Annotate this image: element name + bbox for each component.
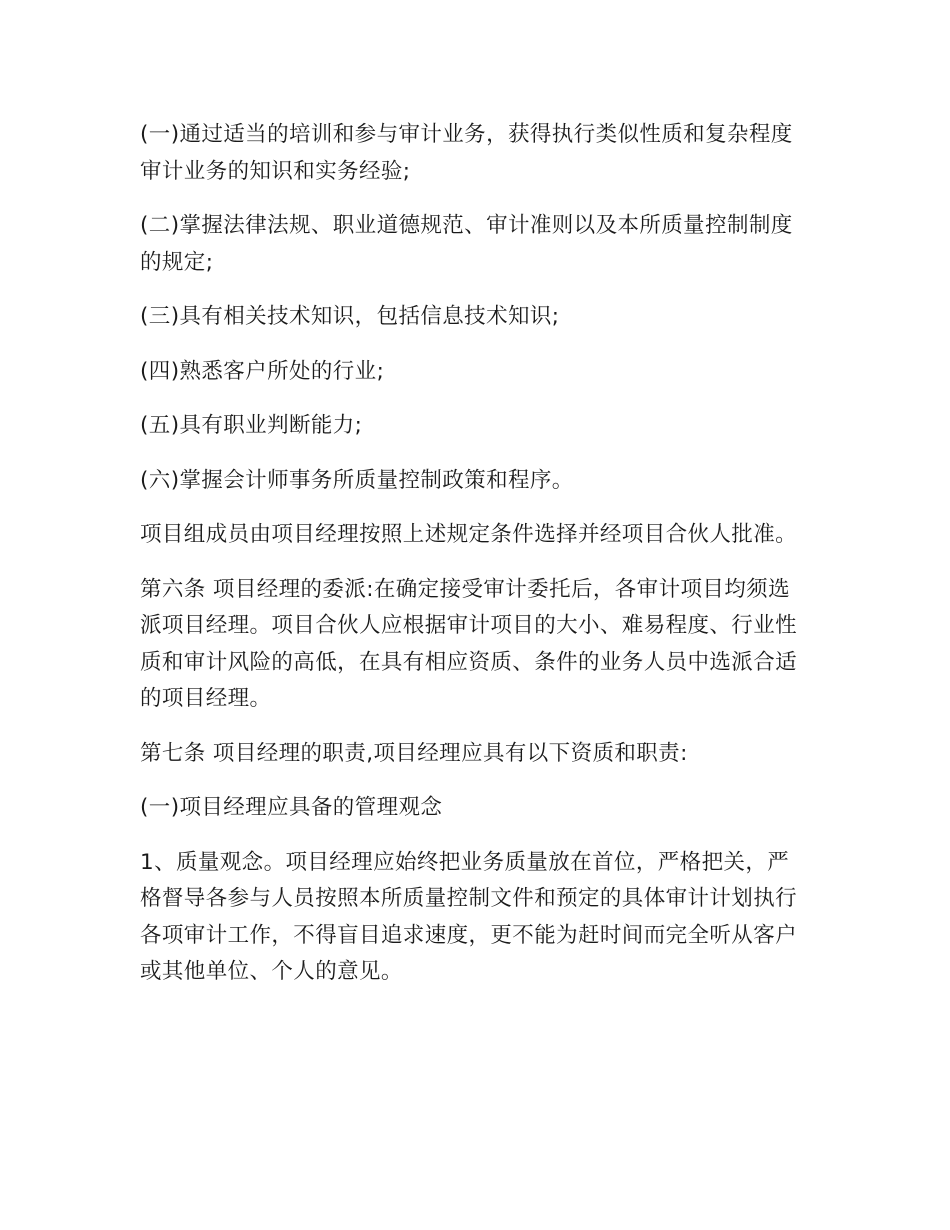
paragraph-requirement-1: (一)通过适当的培训和参与审计业务，获得执行类似性质和复杂程度审计业务的知识和实务经验; bbox=[140, 122, 793, 184]
document-body bbox=[140, 117, 808, 1009]
paragraph-requirement-4: (四)熟悉客户所处的行业; bbox=[140, 358, 385, 384]
paragraph-requirement-2: (二)掌握法律法规、职业道德规范、审计准则以及本所质量控制制度的规定; bbox=[140, 213, 793, 275]
paragraph-requirement-3: (三)具有相关技术知识，包括信息技术知识; bbox=[140, 304, 560, 329]
paragraph-requirement-6: (六)掌握会计师事务所质量控制政策和程序。 bbox=[140, 467, 574, 493]
paragraph-team-selection: 项目组成员由项目经理按照上述规定条件选择并经项目合伙人批准。 bbox=[140, 522, 798, 547]
paragraph-article-7: 第七条 项目经理的职责,项目经理应具有以下资质和职责: bbox=[140, 740, 688, 766]
paragraph-management-concepts: (一)项目经理应具备的管理观念 bbox=[140, 795, 443, 820]
paragraph-requirement-5: (五)具有职业判断能力; bbox=[140, 413, 363, 438]
paragraph-quality-concept: 1、质量观念。项目经理应始终把业务质量放在首位，严格把关，严格督导各参与人员按照本所质量控制文件和预定的具体审计计划执行各项审计工作，不得盲目追求速度，更不能为赶时间而完全听从客户或其他单位、个人的意见。 bbox=[140, 849, 798, 984]
paragraph-article-6: 第六条 项目经理的委派:在确定接受审计委托后，各审计项目均须选派项目经理。项目合伙人应根据审计项目的大小、难易程度、行业性质和审计风险的高低，在具有相应资质、条件的业务人员中选派合适的项目经理。 bbox=[140, 576, 798, 711]
